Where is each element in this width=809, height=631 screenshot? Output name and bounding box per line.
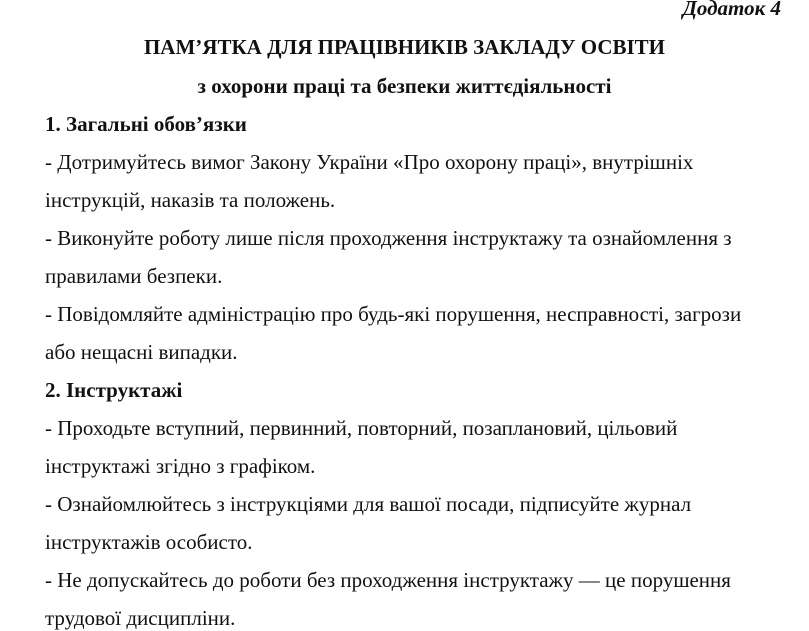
paragraph-line: інструктажів особисто. — [45, 530, 253, 554]
paragraph-line: інструкцій, наказів та положень. — [45, 188, 336, 212]
document-title: ПАМ’ЯТКА ДЛЯ ПРАЦІВНИКІВ ЗАКЛАДУ ОСВІТИ — [143, 35, 666, 59]
paragraph-line: інструктажі згідно з графіком. — [45, 454, 316, 478]
paragraph-line: або нещасні випадки. — [45, 340, 238, 364]
section-heading-briefings: 2. Інструктажі — [45, 378, 183, 402]
paragraph-line: - Проходьте вступний, первинний, повторний, позаплановий, цільовий — [45, 416, 678, 440]
paragraph-line: - Не допускайтесь до роботи без проходження інструктажу — це порушення — [45, 568, 731, 592]
section-heading-general-duties: 1. Загальні обов’язки — [45, 112, 247, 136]
paragraph-line: - Виконуйте роботу лише після проходження інструктажу та ознайомлення з — [45, 226, 732, 250]
paragraph-line: - Ознайомлюйтесь з інструкціями для вашої посади, підписуйте журнал — [45, 492, 692, 516]
appendix-label: Додаток 4 — [682, 0, 781, 20]
paragraph-line: - Дотримуйтесь вимог Закону України «Про охорону праці», внутрішніх — [45, 150, 694, 174]
document-subtitle: з охорони праці та безпеки життєдіяльності — [197, 74, 612, 98]
paragraph-line: правилами безпеки. — [45, 264, 223, 288]
paragraph-line: - Повідомляйте адміністрацію про будь-які порушення, несправності, загрози — [45, 302, 742, 326]
paragraph-line: трудової дисципліни. — [45, 606, 236, 630]
